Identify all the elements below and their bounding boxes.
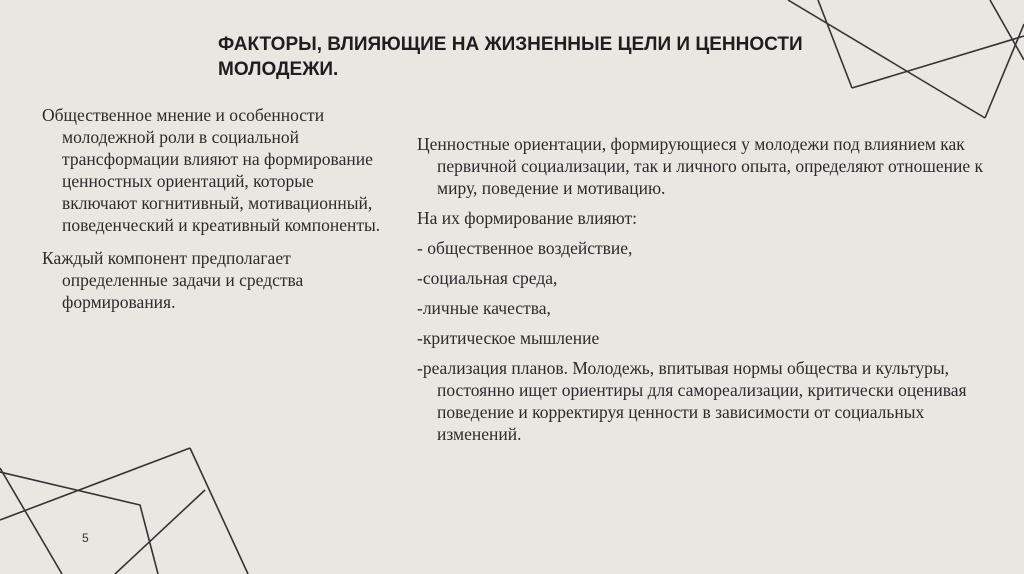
right-column — [417, 133, 987, 453]
right-paragraph: На их формирование влияют: — [417, 208, 637, 228]
deco-line — [0, 448, 190, 520]
list-item: - общественное воздействие, — [417, 238, 633, 258]
deco-line — [985, 24, 1024, 118]
slide-title: ФАКТОРЫ, ВЛИЯЮЩИЕ НА ЖИЗНЕННЫЕ ЦЕЛИ И ЦЕННОСТИ МОЛОДЕЖИ. — [218, 34, 803, 80]
deco-line — [0, 472, 158, 574]
deco-line — [852, 36, 1024, 88]
left-paragraph: Каждый компонент предполагает определенные задачи и средства формирования. — [42, 248, 304, 312]
deco-line — [0, 468, 62, 574]
page-number: 5 — [82, 531, 89, 545]
list-item: -критическое мышление — [417, 328, 600, 348]
left-paragraph: Общественное мнение и особенности молодежной роли в социальной трансформации влияют на формирование ценностных ориентаций, которые включают когнитивный, мотивационный, поведенческий и креативный компоненты. — [42, 105, 381, 235]
deco-line — [190, 448, 248, 574]
left-column — [42, 104, 392, 324]
list-item: -социальная среда, — [417, 268, 558, 288]
deco-line — [990, 0, 1024, 60]
right-paragraph: Ценностные ориентации, формирующиеся у молодежи под влиянием как первичной социализации, так и личного опыта, определяют отношение к миру, поведение и мотивацию. — [417, 134, 983, 198]
list-item: -реализация планов. Молодежь, впитывая нормы общества и культуры, постоянно ищет ориентиры для самореализации, критически оценивая поведение и корректируя ценности в зависимости от социальных изменений. — [417, 358, 967, 444]
deco-line — [115, 490, 205, 574]
list-item: -личные качества, — [417, 298, 551, 318]
